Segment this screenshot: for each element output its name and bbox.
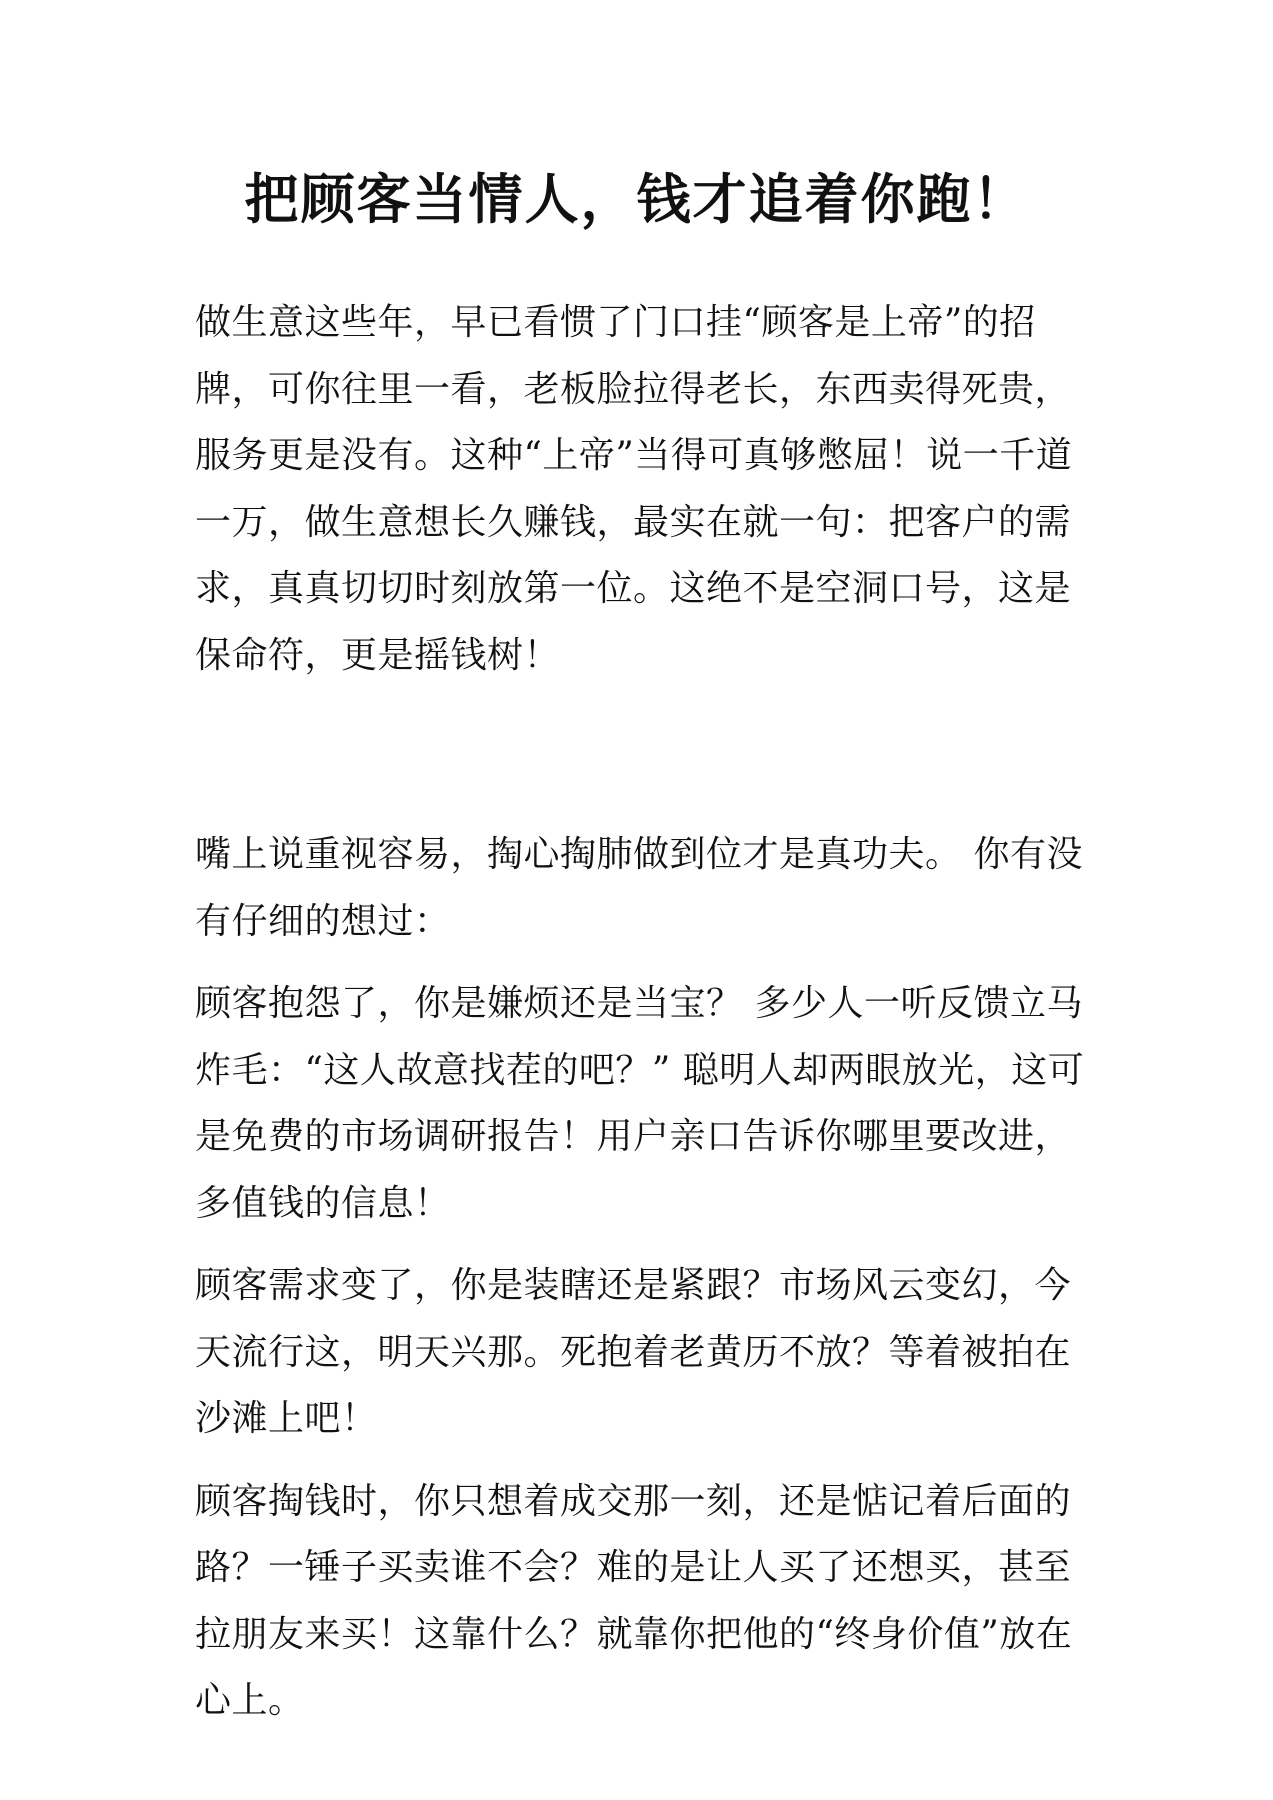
document-body	[195, 290, 1090, 1735]
document-title: 把顾客当情人，钱才追着你跑！	[244, 168, 1029, 231]
paragraph-question-lead: 嘴上说重视容易，掏心掏肺做到位才是真功夫。 你有没有仔细的想过：	[195, 834, 1083, 942]
paragraph-lifetime-value: 顾客掏钱时，你只想着成交那一刻，还是惦记着后面的路？一锤子买卖谁不会？难的是让人买了还想买，甚至拉朋友来买！这靠什么？就靠你把他的“终身价值”放在心上。	[195, 1480, 1073, 1721]
paragraph-intro: 做生意这些年，早已看惯了门口挂“顾客是上帝”的招牌，可你往里一看，老板脸拉得老长，东西卖得死贵，服务更是没有。这种“上帝”当得可真够憋屈！说一千道一万，做生意想长久赚钱，最实在就一句：把客户的需求，真真切切时刻放第一位。这绝不是空洞口号，这是保命符，更是摇钱树！	[195, 302, 1073, 676]
paragraph-complaints: 顾客抱怨了，你是嫌烦还是当宝？ 多少人一听反馈立马炸毛：“这人故意找茬的吧？” 聪明人却两眼放光，这可是免费的市场调研报告！用户亲口告诉你哪里要改进，多值钱的信息！	[195, 983, 1085, 1224]
paragraph-changing-needs: 顾客需求变了，你是装瞎还是紧跟？市场风云变幻，今天流行这，明天兴那。死抱着老黄历不放？等着被拍在沙滩上吧！	[195, 1265, 1072, 1439]
